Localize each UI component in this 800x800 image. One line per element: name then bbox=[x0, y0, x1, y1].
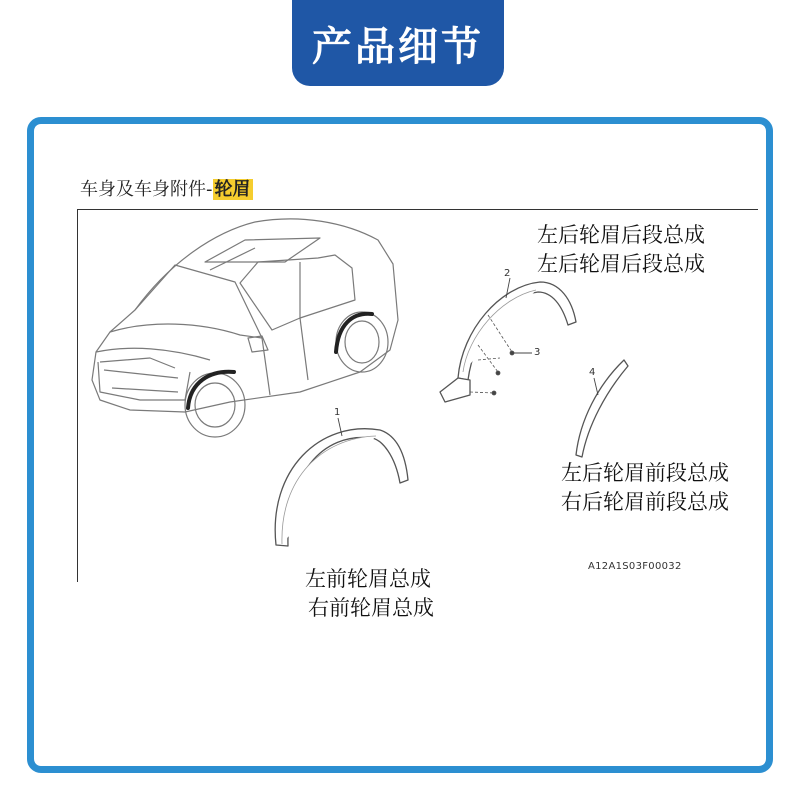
figure-code: A12A1S03F00032 bbox=[588, 561, 682, 572]
breadcrumb-highlight: 轮眉 bbox=[214, 179, 251, 200]
part-4-rear-arch-front bbox=[576, 360, 628, 457]
breadcrumb-prefix: 车身及车身附件- bbox=[80, 179, 213, 200]
label-part-1 bbox=[305, 565, 434, 623]
label-part-2 bbox=[537, 221, 705, 279]
callout-4: 4 bbox=[589, 367, 596, 378]
label-part-2-line2: 左后轮眉后段总成 bbox=[537, 252, 705, 276]
label-part-2-line1: 左后轮眉后段总成 bbox=[537, 223, 705, 247]
car-arch-highlights bbox=[188, 314, 372, 408]
label-part-4 bbox=[561, 459, 729, 517]
callout-1: 1 bbox=[334, 407, 341, 418]
label-part-4-line1: 左后轮眉前段总成 bbox=[561, 461, 729, 485]
label-part-1-line1: 左前轮眉总成 bbox=[305, 567, 431, 591]
car-illustration bbox=[92, 219, 398, 437]
page-title: 产品细节 bbox=[312, 23, 484, 70]
label-part-1-line2: 右前轮眉总成 bbox=[308, 596, 434, 620]
part-2-rear-arch-rear bbox=[440, 282, 576, 402]
label-part-4-line2: 右后轮眉前段总成 bbox=[561, 490, 729, 514]
callout-3: 3 bbox=[534, 347, 541, 358]
callout-2: 2 bbox=[504, 268, 511, 279]
part-1-front-arch bbox=[275, 429, 408, 546]
